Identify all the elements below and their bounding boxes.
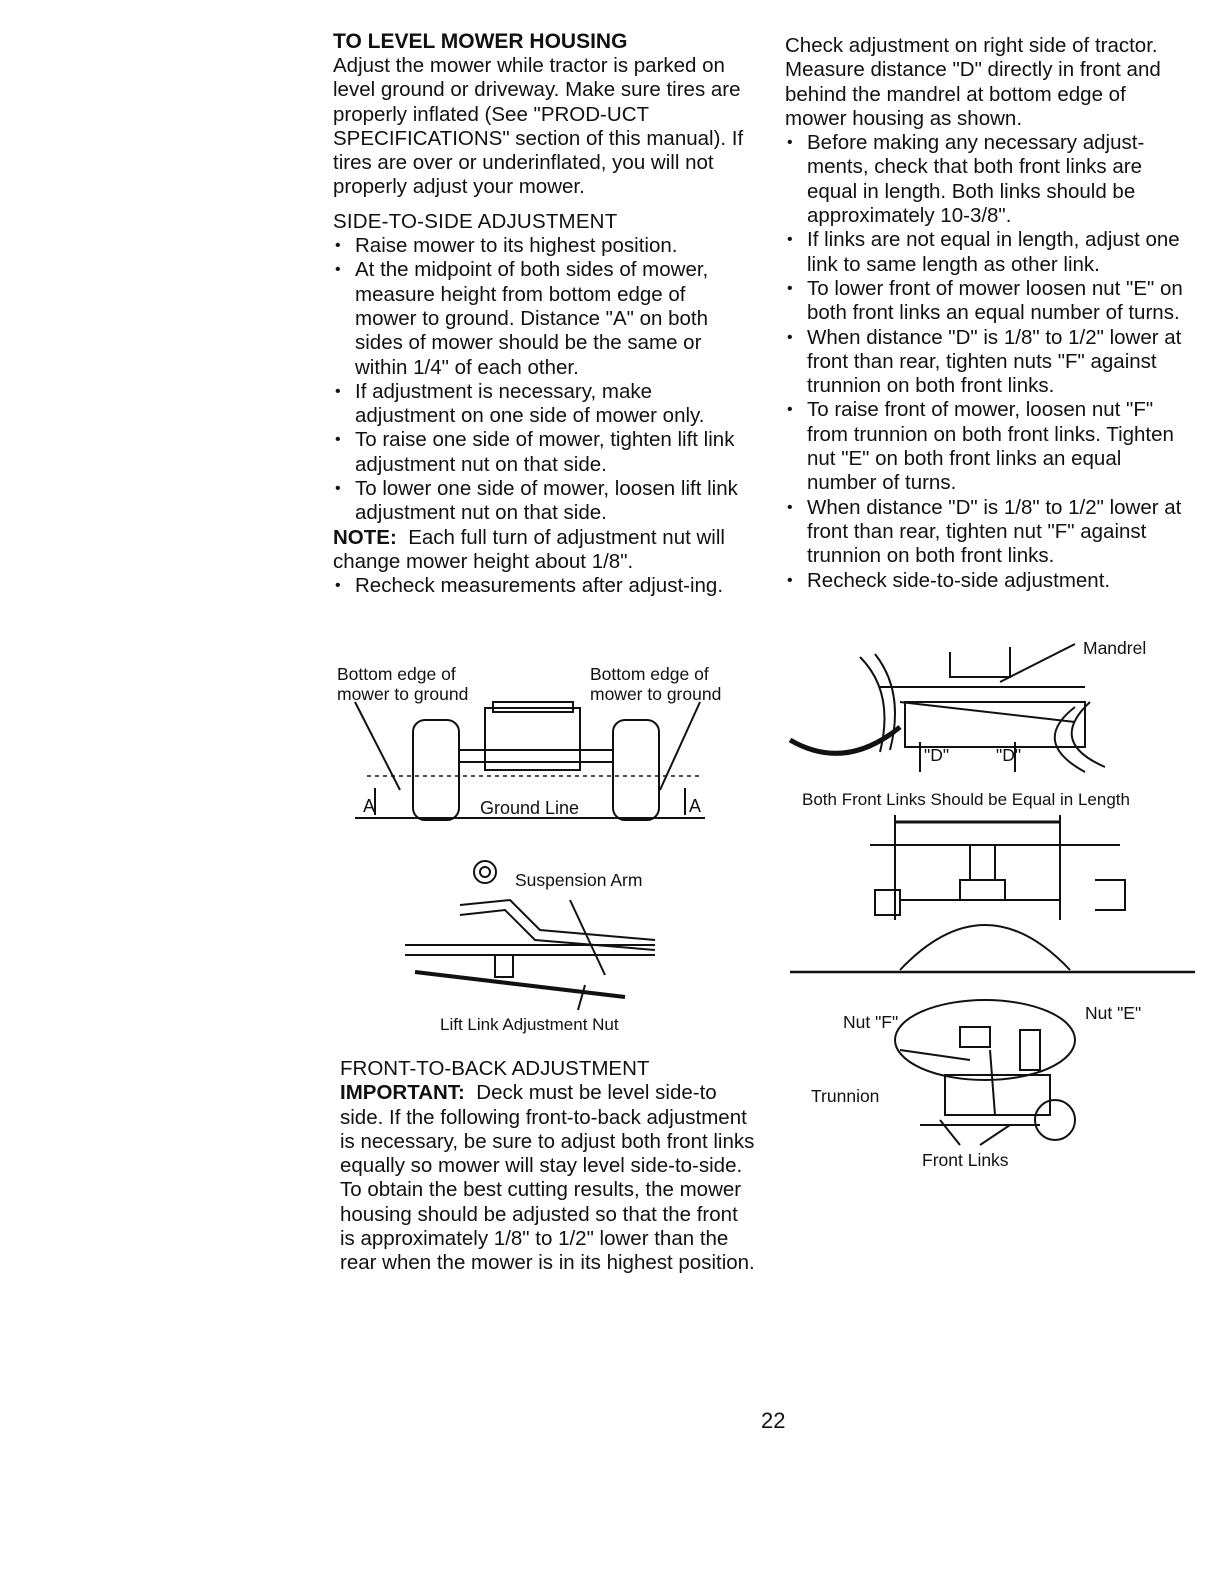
intro-paragraph: Adjust the mower while tractor is parked on level ground or driveway. Make sure tires are properly inflated (See "PROD-UCT SPECIFICATIONS" section of this manual). If tires are over or underinflated, you will not properly adjust your mower. — [333, 54, 744, 199]
side-to-side-heading: SIDE-TO-SIDE ADJUSTMENT — [333, 209, 618, 233]
list-item: • Before making any necessary adjust-ments, check that both front links are equal in length. Both links should be approximately 10-3/8". — [785, 131, 1190, 228]
suspension-arm-label: Suspension Arm — [515, 870, 643, 890]
note-text: Each full turn of adjustment nut will change mower height about 1/8". — [333, 525, 725, 573]
left-column — [333, 30, 748, 599]
front-links-label: Front Links — [922, 1150, 1009, 1170]
list-item: • To raise front of mower, loosen nut "F" from trunnion on both front links. Tighten nut "E" on both front links an equal number of turns. — [785, 398, 1190, 495]
right-column — [785, 34, 1190, 593]
ground-line-diagram — [355, 700, 715, 825]
nut-e-label: Nut "E" — [1085, 1003, 1142, 1023]
list-item: • Recheck measurements after adjust-ing. — [333, 574, 748, 598]
front-to-back-section — [340, 1057, 755, 1276]
recheck-list — [333, 574, 748, 598]
list-item: • When distance "D" is 1/8" to 1/2" lower at front than rear, tighten nuts "F" against trunnion on both front links. — [785, 326, 1190, 399]
section-heading: TO LEVEL MOWER HOUSING — [333, 30, 628, 53]
list-item: • Recheck side-to-side adjustment. — [785, 569, 1190, 593]
d-rear-label: "D" — [996, 745, 1022, 765]
list-item: • Raise mower to its highest position. — [333, 234, 748, 258]
important-text: Deck must be level side-to side. If the following front-to-back adjustment is necessary, be sure to adjust both front links equally so mower will stay level side-to-side. — [340, 1081, 755, 1178]
side-to-side-list — [333, 234, 748, 526]
front-to-back-list — [785, 131, 1190, 593]
note — [333, 526, 748, 575]
front-links-diagram — [790, 810, 1200, 975]
list-item: • At the midpoint of both sides of mower, measure height from bottom edge of mower to ground. Distance "A" on both sides of mower should be the same or within 1/4" of each other. — [333, 258, 748, 379]
list-item: • To lower front of mower loosen nut "E" on both front links an equal number of turns. — [785, 277, 1190, 326]
obtain-paragraph: To obtain the best cutting results, the mower housing should be adjusted so that the front is approximately 1/8" to 1/2" lower than the rear when the mower is in its highest position. — [340, 1178, 755, 1275]
list-item: • If links are not equal in length, adjust one link to same length as other link. — [785, 228, 1190, 277]
list-item: • When distance "D" is 1/8" to 1/2" lower at front than rear, tighten nut "F" against trunnion on both front links. — [785, 496, 1190, 569]
important-paragraph — [340, 1081, 755, 1178]
trunnion-label: Trunnion — [811, 1086, 880, 1106]
front-to-back-heading: FRONT-TO-BACK ADJUSTMENT — [340, 1057, 650, 1080]
nut-f-label: Nut "F" — [843, 1012, 899, 1032]
list-item: • To lower one side of mower, loosen lift link adjustment nut on that side. — [333, 477, 748, 526]
important-label: IMPORTANT: — [340, 1081, 465, 1105]
list-item: • To raise one side of mower, tighten lift link adjustment nut on that side. — [333, 428, 748, 477]
a-right-label: A — [689, 796, 702, 816]
d-front-label: "D" — [924, 745, 950, 765]
fig1-left-label: Bottom edge of mower to ground — [337, 664, 469, 704]
list-item: • If adjustment is necessary, make adjustment on one side of mower only. — [333, 380, 748, 429]
right-intro: Check adjustment on right side of tractor. Measure distance "D" directly in front and behind the mandrel at bottom edge of mower housing as shown. — [785, 34, 1161, 130]
fig1-right-label: Bottom edge of mower to ground — [590, 664, 722, 704]
mandrel-label: Mandrel — [1083, 638, 1147, 658]
note-label: NOTE: — [333, 525, 397, 549]
ground-line-label: Ground Line — [480, 798, 580, 818]
page-number: 22 — [761, 1408, 786, 1433]
lift-link-label: Lift Link Adjustment Nut — [440, 1015, 619, 1034]
front-links-caption: Both Front Links Should be Equal in Length — [802, 790, 1130, 809]
a-left-label: A — [363, 796, 376, 816]
